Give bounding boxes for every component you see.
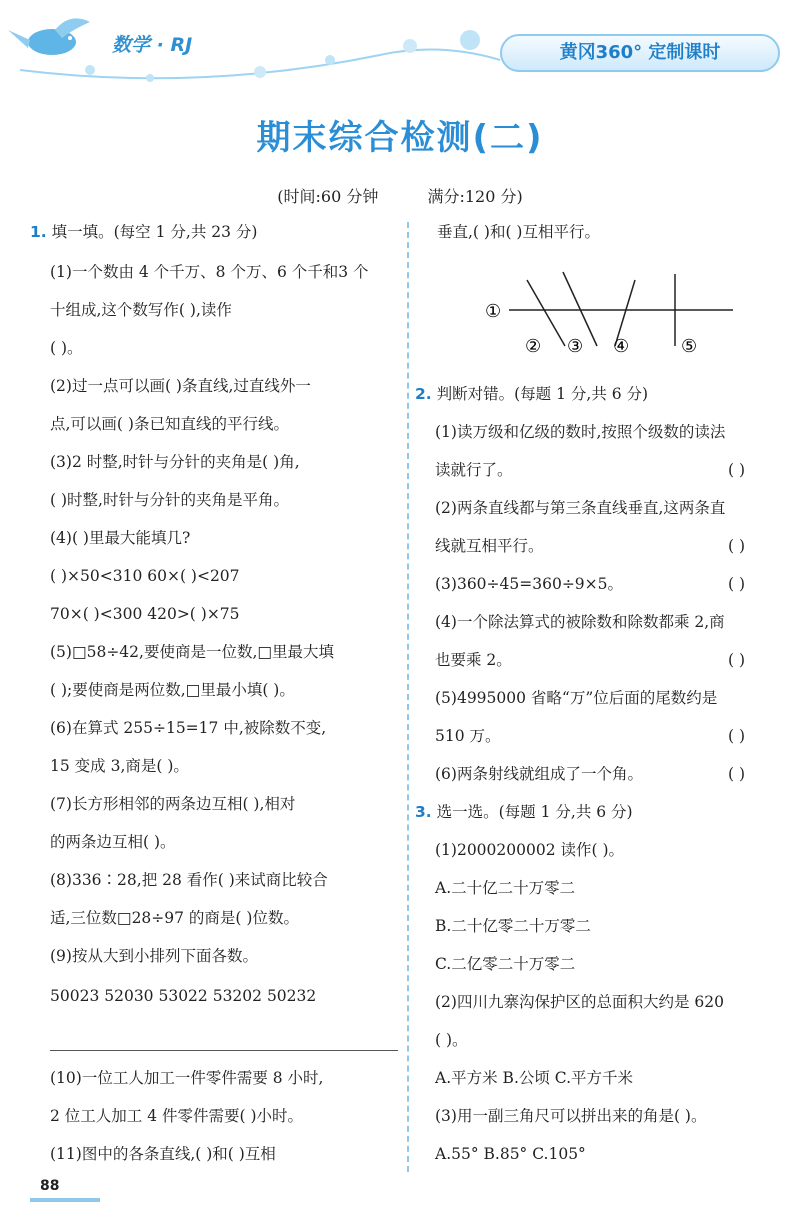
question-instruction: 判断对错。(每题 1 分,共 6 分) bbox=[436, 385, 649, 403]
question-1-heading bbox=[30, 222, 257, 242]
text-line: ( )。 bbox=[435, 1031, 468, 1049]
text-line: 垂直,( )和( )互相平行。 bbox=[437, 223, 600, 241]
choice-options-row: A.平方米 B.公顷 C.平方千米 bbox=[435, 1069, 634, 1087]
text-line: (9)按从大到小排列下面各数。 bbox=[50, 947, 258, 965]
total-score: 满分:120 分) bbox=[427, 187, 523, 206]
line-label: ③ bbox=[567, 336, 584, 357]
text-line: (6)两条射线就组成了一个角。 bbox=[435, 765, 643, 783]
text-line: ( )时整,时针与分针的夹角是平角。 bbox=[50, 491, 289, 509]
question-number: 1. bbox=[30, 223, 47, 241]
page-number-bar bbox=[30, 1198, 100, 1202]
text-line: 15 变成 3,商是( )。 bbox=[50, 757, 189, 775]
line-label: ② bbox=[525, 336, 542, 357]
exam-info bbox=[0, 184, 800, 207]
text-line: 70×( )<300 420>( )×75 bbox=[50, 605, 240, 623]
judge-answer-1: ( ) bbox=[728, 461, 746, 479]
left-column bbox=[30, 222, 400, 1182]
text-line: 适,三位数□28÷97 的商是( )位数。 bbox=[50, 909, 299, 927]
question-3-heading bbox=[415, 802, 633, 822]
line-label: ④ bbox=[613, 336, 630, 357]
text-line: (3)用一副三角尺可以拼出来的角是( )。 bbox=[435, 1107, 707, 1125]
choice-option: B.二十亿零二十万零二 bbox=[435, 917, 591, 935]
judge-answer-4: ( ) bbox=[728, 651, 746, 669]
text-line: (2)过一点可以画( )条直线,过直线外一 bbox=[50, 377, 311, 395]
text-line: (2)两条直线都与第三条直线垂直,这两条直 bbox=[435, 499, 726, 517]
text-line: (5)4995000 省略“万”位后面的尾数约是 bbox=[435, 689, 718, 707]
judge-answer-5: ( ) bbox=[728, 727, 746, 745]
lines-figure bbox=[475, 262, 755, 362]
text-line: (11)图中的各条直线,( )和( )互相 bbox=[50, 1145, 276, 1163]
text-line: 的两条边互相( )。 bbox=[50, 833, 176, 851]
text-line: 2 位工人加工 4 件零件需要( )小时。 bbox=[50, 1107, 304, 1125]
text-line: ( )×50<310 60×( )<207 bbox=[50, 567, 240, 585]
text-line: 十组成,这个数写作( ),读作 bbox=[50, 301, 232, 319]
question-instruction: 选一选。(每题 1 分,共 6 分) bbox=[436, 803, 633, 821]
bird-icon bbox=[8, 18, 90, 55]
number-list: 50023 52030 53022 53202 50232 bbox=[50, 987, 317, 1005]
text-line: (3)360÷45=360÷9×5。 bbox=[435, 575, 624, 593]
question-number: 3. bbox=[415, 803, 432, 821]
question-2-heading bbox=[415, 384, 648, 404]
series-badge: 黄冈360° 定制课时 bbox=[500, 34, 780, 72]
judge-answer-3: ( ) bbox=[728, 575, 746, 593]
text-line: (1)一个数由 4 个千万、8 个万、6 个千和3 个 bbox=[50, 263, 369, 281]
choice-options-row: A.55° B.85° C.105° bbox=[435, 1145, 586, 1163]
judge-answer-2: ( ) bbox=[728, 537, 746, 555]
text-line: (2)四川九寨沟保护区的总面积大约是 620 bbox=[435, 993, 724, 1011]
text-line: (8)336∶28,把 28 看作( )来试商比较合 bbox=[50, 871, 328, 889]
text-line: ( );要使商是两位数,□里最小填( )。 bbox=[50, 681, 295, 699]
question-number: 2. bbox=[415, 385, 432, 403]
text-line: (4)一个除法算式的被除数和除数都乘 2,商 bbox=[435, 613, 725, 631]
text-line: (1)读万级和亿级的数时,按照个级数的读法 bbox=[435, 423, 726, 441]
text-line: (6)在算式 255÷15=17 中,被除数不变, bbox=[50, 719, 327, 737]
line-label: ⑤ bbox=[681, 336, 698, 357]
page-number: 88 bbox=[40, 1178, 60, 1194]
right-column bbox=[415, 222, 785, 1182]
text-line: (4)( )里最大能填几? bbox=[50, 529, 191, 547]
text-line: (1)2000200002 读作( )。 bbox=[435, 841, 625, 859]
column-divider bbox=[407, 222, 409, 1172]
text-line: 也要乘 2。 bbox=[435, 651, 512, 669]
question-instruction: 填一填。(每空 1 分,共 23 分) bbox=[51, 223, 258, 241]
text-line: (7)长方形相邻的两条边互相( ),相对 bbox=[50, 795, 296, 813]
text-line: 读就行了。 bbox=[435, 461, 513, 479]
text-line: ( )。 bbox=[50, 339, 83, 357]
text-line: 510 万。 bbox=[435, 727, 501, 745]
choice-option: C.二亿零二十万零二 bbox=[435, 955, 576, 973]
time-limit: (时间:60 分钟 bbox=[277, 187, 379, 206]
judge-answer-6: ( ) bbox=[728, 765, 746, 783]
text-line: (3)2 时整,时针与分针的夹角是( )角, bbox=[50, 453, 300, 471]
subject-label: 数学 · RJ bbox=[112, 34, 193, 56]
answer-rule bbox=[50, 1050, 398, 1051]
text-line: (5)□58÷42,要使商是一位数,□里最大填 bbox=[50, 643, 335, 661]
line-label: ① bbox=[485, 301, 502, 322]
text-line: 线就互相平行。 bbox=[435, 537, 544, 555]
text-line: (10)一位工人加工一件零件需要 8 小时, bbox=[50, 1069, 324, 1087]
page-title: 期末综合检测(二) bbox=[256, 118, 544, 158]
choice-option: A.二十亿二十万零二 bbox=[435, 879, 576, 897]
text-line: 点,可以画( )条已知直线的平行线。 bbox=[50, 415, 289, 433]
